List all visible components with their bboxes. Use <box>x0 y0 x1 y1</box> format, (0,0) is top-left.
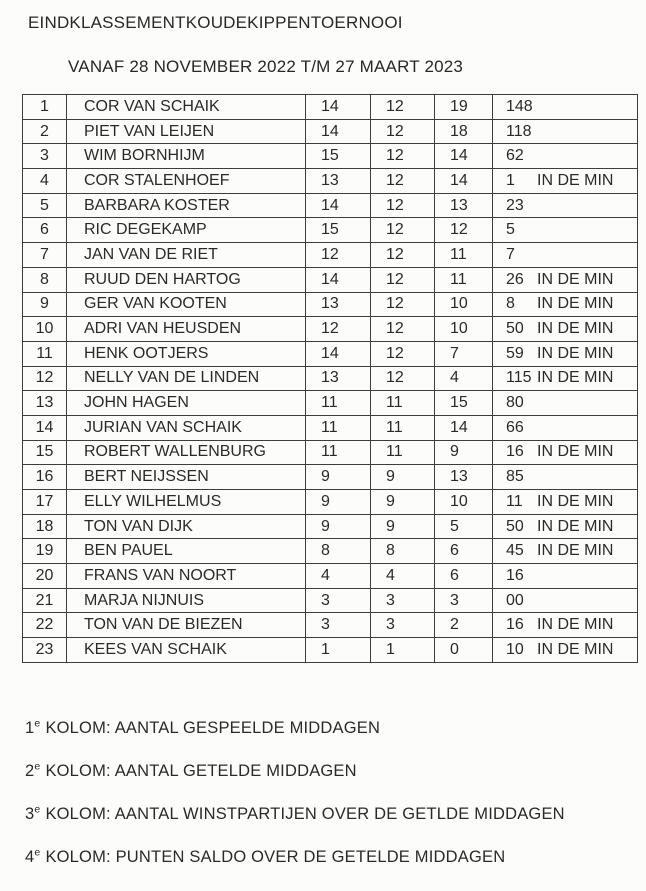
name-cell: TON VAN DIJK <box>67 514 306 539</box>
saldo-value: 23 <box>506 196 524 214</box>
saldo-cell <box>493 564 638 589</box>
played-cell: 12 <box>306 243 371 268</box>
rank-cell: 11 <box>23 341 67 366</box>
saldo-cell <box>493 613 638 638</box>
name-cell: MARJA NIJNUIS <box>67 588 306 613</box>
saldo-value: 16 <box>506 566 524 584</box>
saldo-value: 00 <box>506 591 524 609</box>
counted-cell: 12 <box>371 341 435 366</box>
legend-text: KOLOM: PUNTEN SALDO OVER DE GETELDE MIDDAGEN <box>45 848 506 866</box>
saldo-value: 115 <box>506 369 532 387</box>
legend-ordinal: 3 <box>25 805 35 823</box>
table-row <box>23 292 638 317</box>
saldo-cell <box>493 588 638 613</box>
name-cell: ELLY WILHELMUS <box>67 490 306 515</box>
counted-cell: 12 <box>371 243 435 268</box>
table-row <box>23 415 638 440</box>
wins-cell: 10 <box>435 490 493 515</box>
name-cell: WIM BORNHIJM <box>67 144 306 169</box>
table-row <box>23 95 638 120</box>
table-row <box>23 391 638 416</box>
played-cell: 11 <box>306 391 371 416</box>
rank-cell: 2 <box>23 119 67 144</box>
played-cell: 9 <box>306 490 371 515</box>
saldo-value: 62 <box>506 147 524 165</box>
name-cell: JURIAN VAN SCHAIK <box>67 415 306 440</box>
legend-text: KOLOM: AANTAL GESPEELDE MIDDAGEN <box>45 719 381 737</box>
counted-cell: 12 <box>371 218 435 243</box>
table-row <box>23 341 638 366</box>
played-cell: 13 <box>306 292 371 317</box>
saldo-cell <box>493 391 638 416</box>
saldo-value: 148 <box>506 97 533 115</box>
saldo-note: IN DE MIN <box>537 492 614 510</box>
saldo-value: 118 <box>506 122 532 140</box>
ranking-table-body <box>23 95 638 663</box>
rank-cell: 22 <box>23 613 67 638</box>
counted-cell: 12 <box>371 119 435 144</box>
table-row <box>23 317 638 342</box>
played-cell: 14 <box>306 95 371 120</box>
table-row <box>23 638 638 663</box>
counted-cell: 11 <box>371 391 435 416</box>
table-row <box>23 366 638 391</box>
rank-cell: 18 <box>23 514 67 539</box>
name-cell: HENK OOTJERS <box>67 341 306 366</box>
legend-line <box>25 848 565 868</box>
rank-cell: 10 <box>23 317 67 342</box>
name-cell: ROBERT WALLENBURG <box>67 440 306 465</box>
counted-cell: 12 <box>371 144 435 169</box>
saldo-cell <box>493 218 638 243</box>
rank-cell: 21 <box>23 588 67 613</box>
counted-cell: 9 <box>371 514 435 539</box>
counted-cell: 3 <box>371 588 435 613</box>
wins-cell: 10 <box>435 292 493 317</box>
rank-cell: 1 <box>23 95 67 120</box>
rank-cell: 8 <box>23 267 67 292</box>
saldo-cell <box>493 415 638 440</box>
legend-ordinal: 4 <box>25 848 35 866</box>
saldo-cell <box>493 144 638 169</box>
saldo-cell <box>493 514 638 539</box>
table-row <box>23 539 638 564</box>
table-row <box>23 465 638 490</box>
saldo-note: IN DE MIN <box>537 616 614 634</box>
name-cell: NELLY VAN DE LINDEN <box>67 366 306 391</box>
table-row <box>23 514 638 539</box>
name-cell: PIET VAN LEIJEN <box>67 119 306 144</box>
wins-cell: 14 <box>435 415 493 440</box>
wins-cell: 12 <box>435 218 493 243</box>
saldo-value: 7 <box>506 245 515 263</box>
saldo-value: 45 <box>506 542 524 560</box>
played-cell: 11 <box>306 440 371 465</box>
counted-cell: 4 <box>371 564 435 589</box>
table-row <box>23 193 638 218</box>
rank-cell: 19 <box>23 539 67 564</box>
played-cell: 3 <box>306 613 371 638</box>
legend <box>25 719 565 891</box>
wins-cell: 15 <box>435 391 493 416</box>
saldo-note: IN DE MIN <box>537 171 614 189</box>
wins-cell: 13 <box>435 193 493 218</box>
saldo-cell <box>493 292 638 317</box>
saldo-value: 16 <box>506 443 524 461</box>
counted-cell: 11 <box>371 415 435 440</box>
played-cell: 14 <box>306 119 371 144</box>
rank-cell: 23 <box>23 638 67 663</box>
wins-cell: 9 <box>435 440 493 465</box>
wins-cell: 6 <box>435 564 493 589</box>
name-cell: GER VAN KOOTEN <box>67 292 306 317</box>
counted-cell: 1 <box>371 638 435 663</box>
saldo-value: 10 <box>506 640 524 658</box>
counted-cell: 12 <box>371 267 435 292</box>
rank-cell: 12 <box>23 366 67 391</box>
rank-cell: 4 <box>23 169 67 194</box>
legend-ordinal: 2 <box>25 762 35 780</box>
wins-cell: 7 <box>435 341 493 366</box>
counted-cell: 12 <box>371 366 435 391</box>
wins-cell: 11 <box>435 243 493 268</box>
played-cell: 14 <box>306 267 371 292</box>
name-cell: KEES VAN SCHAIK <box>67 638 306 663</box>
table-row <box>23 218 638 243</box>
wins-cell: 6 <box>435 539 493 564</box>
saldo-cell <box>493 169 638 194</box>
saldo-note: IN DE MIN <box>537 542 614 560</box>
saldo-note: IN DE MIN <box>537 369 614 387</box>
played-cell: 13 <box>306 366 371 391</box>
legend-ordinal-suffix: e <box>34 803 41 816</box>
legend-ordinal-suffix: e <box>34 717 41 730</box>
legend-line <box>25 762 565 782</box>
saldo-value: 26 <box>506 270 524 288</box>
wins-cell: 0 <box>435 638 493 663</box>
played-cell: 13 <box>306 169 371 194</box>
table-row <box>23 588 638 613</box>
saldo-value: 1 <box>506 171 515 189</box>
saldo-value: 16 <box>506 616 524 634</box>
page-title: EINDKLASSEMENTKOUDEKIPPENTOERNOOI <box>28 13 403 32</box>
wins-cell: 5 <box>435 514 493 539</box>
played-cell: 8 <box>306 539 371 564</box>
name-cell: ADRI VAN HEUSDEN <box>67 317 306 342</box>
counted-cell: 12 <box>371 317 435 342</box>
saldo-note: IN DE MIN <box>537 270 614 288</box>
saldo-note: IN DE MIN <box>537 295 614 313</box>
legend-text: KOLOM: AANTAL WINSTPARTIJEN OVER DE GETLDE MIDDAGEN <box>45 805 565 823</box>
rank-cell: 6 <box>23 218 67 243</box>
rank-cell: 3 <box>23 144 67 169</box>
counted-cell: 12 <box>371 292 435 317</box>
legend-ordinal: 1 <box>25 719 35 737</box>
legend-ordinal-suffix: e <box>34 846 41 859</box>
legend-ordinal-suffix: e <box>34 760 41 773</box>
wins-cell: 2 <box>435 613 493 638</box>
saldo-cell <box>493 440 638 465</box>
legend-line <box>25 719 565 739</box>
table-row <box>23 144 638 169</box>
rank-cell: 17 <box>23 490 67 515</box>
played-cell: 11 <box>306 415 371 440</box>
wins-cell: 13 <box>435 465 493 490</box>
counted-cell: 9 <box>371 465 435 490</box>
saldo-value: 50 <box>506 517 524 535</box>
wins-cell: 18 <box>435 119 493 144</box>
rank-cell: 14 <box>23 415 67 440</box>
played-cell: 14 <box>306 341 371 366</box>
counted-cell: 12 <box>371 169 435 194</box>
played-cell: 3 <box>306 588 371 613</box>
table-row <box>23 490 638 515</box>
played-cell: 14 <box>306 193 371 218</box>
wins-cell: 3 <box>435 588 493 613</box>
wins-cell: 4 <box>435 366 493 391</box>
name-cell: BARBARA KOSTER <box>67 193 306 218</box>
saldo-value: 50 <box>506 320 524 338</box>
saldo-value: 5 <box>506 221 515 239</box>
saldo-cell <box>493 490 638 515</box>
saldo-note: IN DE MIN <box>537 344 614 362</box>
name-cell: RUUD DEN HARTOG <box>67 267 306 292</box>
played-cell: 9 <box>306 514 371 539</box>
saldo-cell <box>493 317 638 342</box>
name-cell: JAN VAN DE RIET <box>67 243 306 268</box>
wins-cell: 10 <box>435 317 493 342</box>
counted-cell: 12 <box>371 193 435 218</box>
legend-line <box>25 805 565 825</box>
saldo-cell <box>493 465 638 490</box>
table-row <box>23 564 638 589</box>
saldo-cell <box>493 267 638 292</box>
counted-cell: 3 <box>371 613 435 638</box>
name-cell: BERT NEIJSSEN <box>67 465 306 490</box>
name-cell: JOHN HAGEN <box>67 391 306 416</box>
saldo-value: 66 <box>506 418 524 436</box>
name-cell: BEN PAUEL <box>67 539 306 564</box>
name-cell: COR VAN SCHAIK <box>67 95 306 120</box>
played-cell: 12 <box>306 317 371 342</box>
name-cell: FRANS VAN NOORT <box>67 564 306 589</box>
name-cell: RIC DEGEKAMP <box>67 218 306 243</box>
saldo-cell <box>493 539 638 564</box>
saldo-cell <box>493 119 638 144</box>
table-row <box>23 267 638 292</box>
played-cell: 15 <box>306 218 371 243</box>
saldo-note: IN DE MIN <box>537 517 614 535</box>
rank-cell: 9 <box>23 292 67 317</box>
saldo-value: 8 <box>506 295 515 313</box>
played-cell: 15 <box>306 144 371 169</box>
saldo-value: 11 <box>506 492 523 510</box>
table-row <box>23 440 638 465</box>
table-row <box>23 613 638 638</box>
saldo-cell <box>493 638 638 663</box>
rank-cell: 20 <box>23 564 67 589</box>
saldo-cell <box>493 95 638 120</box>
table-row <box>23 169 638 194</box>
played-cell: 9 <box>306 465 371 490</box>
counted-cell: 12 <box>371 95 435 120</box>
played-cell: 1 <box>306 638 371 663</box>
saldo-note: IN DE MIN <box>537 443 614 461</box>
saldo-value: 80 <box>506 394 524 412</box>
saldo-note: IN DE MIN <box>537 640 614 658</box>
wins-cell: 11 <box>435 267 493 292</box>
saldo-note: IN DE MIN <box>537 320 614 338</box>
name-cell: TON VAN DE BIEZEN <box>67 613 306 638</box>
saldo-value: 85 <box>506 468 524 486</box>
saldo-value: 59 <box>506 344 524 362</box>
rank-cell: 7 <box>23 243 67 268</box>
name-cell: COR STALENHOEF <box>67 169 306 194</box>
wins-cell: 14 <box>435 144 493 169</box>
page-subtitle: VANAF 28 NOVEMBER 2022 T/M 27 MAART 2023 <box>68 57 464 76</box>
saldo-cell <box>493 341 638 366</box>
ranking-table <box>22 94 638 663</box>
rank-cell: 5 <box>23 193 67 218</box>
counted-cell: 11 <box>371 440 435 465</box>
saldo-cell <box>493 366 638 391</box>
table-row <box>23 243 638 268</box>
table-row <box>23 119 638 144</box>
played-cell: 4 <box>306 564 371 589</box>
rank-cell: 13 <box>23 391 67 416</box>
saldo-cell <box>493 193 638 218</box>
counted-cell: 9 <box>371 490 435 515</box>
saldo-cell <box>493 243 638 268</box>
counted-cell: 8 <box>371 539 435 564</box>
rank-cell: 16 <box>23 465 67 490</box>
rank-cell: 15 <box>23 440 67 465</box>
legend-text: KOLOM: AANTAL GETELDE MIDDAGEN <box>45 762 357 780</box>
wins-cell: 19 <box>435 95 493 120</box>
wins-cell: 14 <box>435 169 493 194</box>
